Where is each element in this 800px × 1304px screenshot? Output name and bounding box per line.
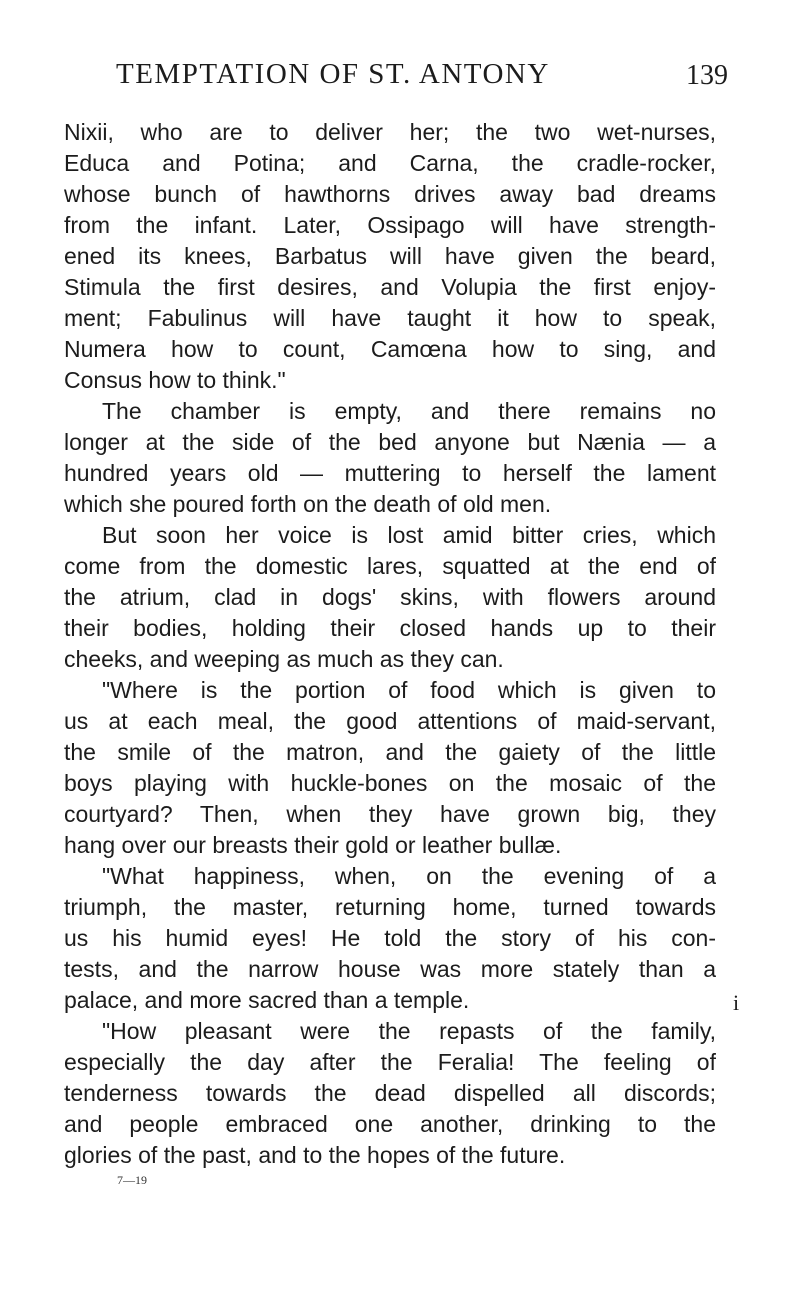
text-line: us at each meal, the good attentions of maid-servant, [64,708,716,734]
text-line: The chamber is empty, and there remains no [102,398,716,424]
text-line: triumph, the master, returning home, turned towards [64,894,716,920]
running-header [116,58,728,98]
text-line: whose bunch of hawthorns drives away bad dreams [64,181,716,207]
body-text [64,117,716,1171]
text-line: their bodies, holding their closed hands up to their [64,615,716,641]
running-head-title: TEMPTATION OF ST. ANTONY [116,58,550,90]
text-line: hundred years old — muttering to herself the lament [64,460,716,486]
text-line: Educa and Potina; and Carna, the cradle-rocker, [64,150,716,176]
text-line: "Where is the portion of food which is given to [102,677,716,703]
text-line: But soon her voice is lost amid bitter cries, which [102,522,716,548]
text-line: especially the day after the Feralia! The feeling of [64,1049,716,1075]
paragraph-4 [64,675,716,861]
text-line: ened its knees, Barbatus will have given the beard, [64,243,716,269]
text-line: palace, and more sacred than a temple. [64,987,470,1013]
text-line: glories of the past, and to the hopes of the future. [64,1142,566,1168]
text-line: "How pleasant were the repasts of the family, [102,1018,716,1044]
text-line: "What happiness, when, on the evening of a [102,863,716,889]
signature-mark: 7—19 [117,1173,147,1187]
text-line: and people embraced one another, drinking to the [64,1111,716,1137]
text-line: the smile of the matron, and the gaiety of the little [64,739,716,765]
text-line: hang over our breasts their gold or leather bullæ. [64,832,562,858]
stray-mark: i [733,990,740,1015]
text-line: which she poured forth on the death of old men. [64,491,552,517]
paragraph-1 [64,117,716,396]
text-line: Nixii, who are to deliver her; the two wet-nurses, [64,119,716,145]
text-line: tests, and the narrow house was more stately than a [64,956,716,982]
text-line: courtyard? Then, when they have grown big, they [64,801,716,827]
text-line: tenderness towards the dead dispelled all discords; [64,1080,716,1106]
paragraph-6 [64,1016,716,1171]
text-line: come from the domestic lares, squatted at the end of [64,553,716,579]
paragraph-2 [64,396,716,520]
text-line: the atrium, clad in dogs' skins, with flowers around [64,584,716,610]
text-line: boys playing with huckle-bones on the mosaic of the [64,770,716,796]
text-line: longer at the side of the bed anyone but Nænia — a [64,429,716,455]
text-line: ment; Fabulinus will have taught it how to speak, [64,305,716,331]
text-line: cheeks, and weeping as much as they can. [64,646,504,672]
text-line: us his humid eyes! He told the story of his con- [64,925,716,951]
text-line: Consus how to think." [64,367,286,393]
text-line: Stimula the first desires, and Volupia the first enjoy- [64,274,716,300]
page-number: 139 [686,60,728,91]
paragraph-5 [64,861,716,1016]
text-line: Numera how to count, Camœna how to sing, and [64,336,716,362]
text-line: from the infant. Later, Ossipago will have strength- [64,212,716,238]
paragraph-3 [64,520,716,675]
